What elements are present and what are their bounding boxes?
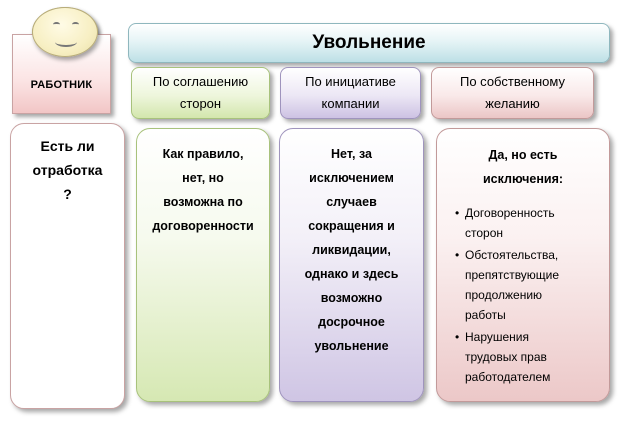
header-own-will — [431, 67, 594, 119]
card-line: Да, но есть — [488, 148, 558, 162]
card-line: договоренности — [152, 219, 254, 233]
question-line: ? — [63, 186, 72, 202]
header-by-agreement — [131, 67, 270, 119]
card-line: Как правило, — [162, 147, 244, 161]
header-line: желанию — [485, 96, 540, 111]
card-line: увольнение — [314, 339, 389, 353]
header-line: По соглашению — [152, 74, 249, 89]
question-line: отработка — [32, 162, 103, 178]
smiley-face-overlay — [32, 7, 98, 57]
card-by-agreement — [136, 128, 270, 402]
header-line: По инициативе — [305, 74, 396, 89]
exceptions-list — [437, 203, 609, 387]
header-line: По собственному — [460, 74, 565, 89]
list-item: • Договоренность сторон — [455, 203, 601, 243]
header-line: сторон — [179, 96, 222, 111]
worker-label: РАБОТНИК — [30, 79, 93, 91]
question-card — [10, 123, 125, 409]
card-line: возможна по — [163, 195, 243, 209]
card-own-will — [436, 128, 610, 402]
header-company-initiative — [280, 67, 421, 119]
card-line: случаев — [326, 195, 377, 209]
question-line: Есть ли — [40, 138, 95, 154]
card-line: возможно — [320, 291, 383, 305]
card-line: сокращения и — [308, 219, 395, 233]
card-line: исключения: — [482, 172, 564, 186]
card-line: нет, но — [182, 171, 224, 185]
card-company-initiative — [279, 128, 424, 402]
card-line: Нет, за — [331, 147, 372, 161]
list-item: • Обстоятельства, препятствующие продолжению работы — [455, 245, 601, 325]
card-line: исключением — [309, 171, 394, 185]
list-item: • Нарушения трудовых прав работодателем — [455, 327, 601, 387]
header-line: компании — [321, 96, 380, 111]
card-line: однако и здесь — [304, 267, 399, 281]
card-line: досрочное — [318, 315, 385, 329]
card-line: ликвидации, — [312, 243, 391, 257]
page-title: Увольнение — [128, 23, 610, 63]
